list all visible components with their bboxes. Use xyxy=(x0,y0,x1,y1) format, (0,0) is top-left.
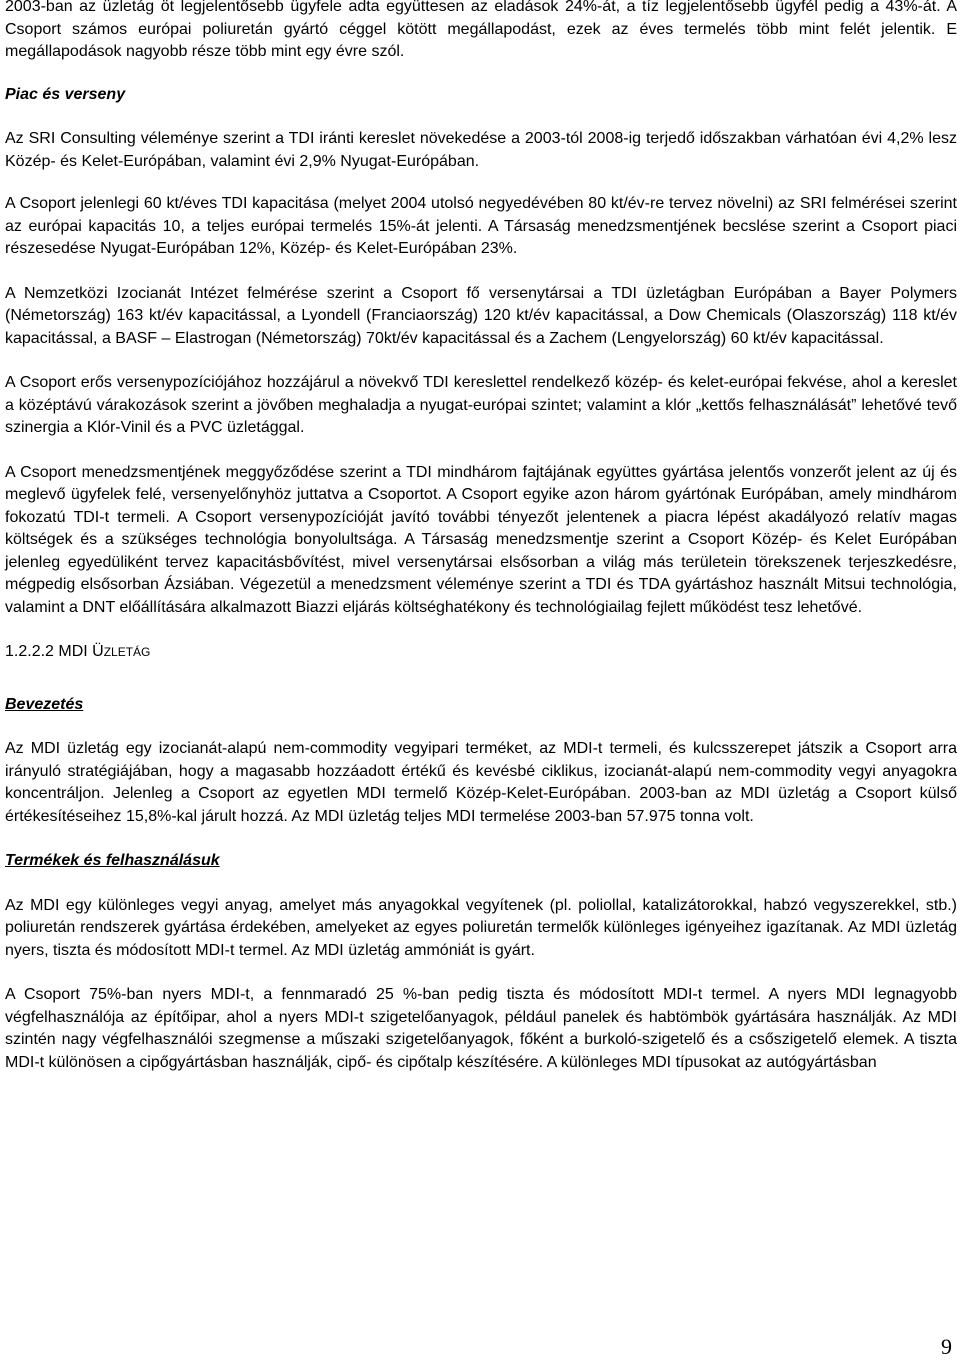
section-heading-mdi xyxy=(5,641,957,664)
section-title-initial: MDI Ü xyxy=(58,643,104,660)
heading-market-competition: Piac és verseny xyxy=(5,85,126,103)
paragraph-market-3: A Nemzetközi Izocianát Intézet felmérése szerint a Csoport fő versenytársai a TDI üzletágban Európában a Bayer Polymers (Németország) 163 kt/év kapacitással, a Lyondell (Franciaország) 120 kt/év kapacitással, a Dow Chemicals (Olaszország) 118 kt/év kapacitással, a BASF – Elastrogan (Németország) 70kt/év kapacitással és a Zachem (Lengyelország) 60 kt/év kapacitással. xyxy=(5,284,957,347)
paragraph-products-2: A Csoport 75%-ban nyers MDI-t, a fennmaradó 25 %-ban pedig tiszta és módosított MDI-t termel. A nyers MDI legnagyobb végfelhasználója az építőipar, ahol a nyers MDI-t szigetelőanyagok, például panelek és habtömbök gyártására használják. Az MDI szintén nagy végfelhasználói szegmense a műszaki szigetelőanyagok, főként a burkoló-szigetelő és a csőszigetelő elemek. A tiszta MDI-t különösen a cipőgyártásban használják, cipő- és cipőtalp készítésére. A különleges MDI típusokat az autógyártásban xyxy=(5,986,957,1071)
paragraph-intro-1: Az MDI üzletág egy izocianát-alapú nem-commodity vegyipari terméket, az MDI-t termeli, és kulcsszerepet játszik a Csoport arra irányuló stratégiájában, hogy a magasabb hozzáadott értékű és kevésbé ciklikus, izocianát-alapú nem-commodity vegyi anyagokra koncentráljon. Jelenleg a Csoport az egyetlen MDI termelő Közép-Kelet-Európában. 2003-ban az MDI üzletág a Csoport külső értékesítéseihez 15,8%-kal járult hozzá. Az MDI üzletág teljes MDI termelése 2003-ban 57.975 tonna volt. xyxy=(5,740,957,825)
heading-introduction: Bevezetés xyxy=(5,695,84,713)
page-number: 9 xyxy=(941,1334,952,1359)
paragraph-products-1: Az MDI egy különleges vegyi anyag, amelyet más anyagokkal vegyítenek (pl. poliollal, katalizátorokkal, habzó vegyszerekkel, stb.) poliuretán rendszerek gyártása érdekében, amelyeket az egyes poliuretán termelők különleges igényeihez igazítanak. Az MDI üzletág nyers, tiszta és módosított MDI-t termel. Az MDI üzletág ammóniát is gyárt. xyxy=(5,896,957,959)
paragraph-market-4: A Csoport erős versenypozíciójához hozzájárul a növekvő TDI kereslettel rendelkező közép- és kelet-európai fekvése, ahol a kereslet a középtávú várakozások szerint a jövőben meghaladja a nyugat-európai szintet; valamint a klór „kettős felhasználását” lehetővé tevő szinergia a Klór-Vinil és a PVC üzletággal. xyxy=(5,374,957,436)
document-page xyxy=(5,0,957,1096)
paragraph-market-1: Az SRI Consulting véleménye szerint a TDI iránti kereslet növekedése a 2003-tól 2008-ig terjedő időszakban várhatóan évi 4,2% lesz Közép- és Kelet-Európában, valamint évi 2,9% Nyugat-Európában. xyxy=(5,130,957,170)
section-title-rest: ZLETÁG xyxy=(103,645,151,659)
paragraph-market-5: A Csoport menedzsmentjének meggyőződése szerint a TDI mindhárom fajtájának együttes gyártása jelentős vonzerőt jelent az új és meglevő ügyfelek felé, versenyelőnyhöz juttatva a Csoportot. A Csoport egyike azon három gyártónak Európában, amely mindhárom fokozatú TDI-t termeli. A Csoport versenypozícióját javító további tényezőt jelentenek a piacra lépést akadályozó relatív magas költségek és a szükséges technológia bonyolultsága. A Társaság menedzsmentje szerint a Csoport Közép- és Kelet Európában jelenleg egyedüliként tervez kapacitásbővítést, mivel versenytársai elsősorban a világ más területein törekszenek terjeszkedésre, mégpedig elsősorban Ázsiában. Végezetül a menedzsment véleménye szerint a TDI és TDA gyártáshoz használt Mitsui technológia, valamint a DNT előállítására alkalmazott Biazzi eljárás költséghatékony és technológiailag fejlett működést tesz lehetővé. xyxy=(5,463,957,616)
section-number: 1.2.2.2 xyxy=(5,643,54,660)
paragraph-market-2: A Csoport jelenlegi 60 kt/éves TDI kapacitása (melyet 2004 utolsó negyedévében 80 kt/év-re tervez növelni) az SRI felmérései szerint az európai kapacitás 10, a teljes európai termelés 15%-át jelenti. A Társaság menedzsmentjének becslése szerint a Csoport piaci részesedése Nyugat-Európában 12%, Közép- és Kelet-Európában 23%. xyxy=(5,195,957,257)
paragraph-top-1: 2003-ban az üzletág öt legjelentősebb ügyfele adta együttesen az eladások 24%-át, a tíz legjelentősebb ügyfél pedig a 43%-át. A Csoport számos európai poliuretán gyártó céggel kötött megállapodást, ezek az éves termelés több mint felét jelentik. E megállapodások nagyobb része több mint egy évre szól. xyxy=(5,0,957,60)
heading-products: Termékek és felhasználásuk xyxy=(5,852,220,869)
